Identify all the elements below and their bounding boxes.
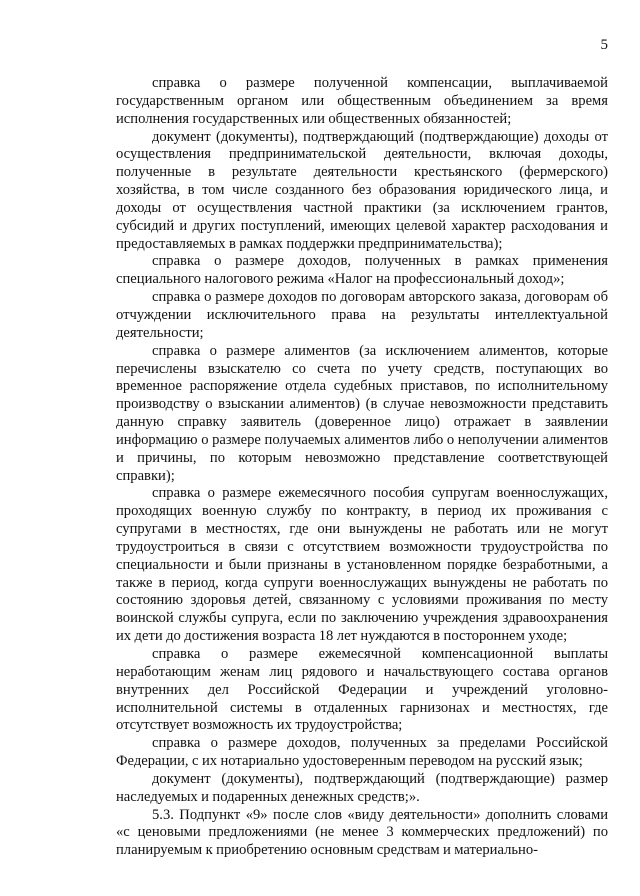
- document-body: [116, 75, 608, 860]
- paragraph-foreign-income: справка о размере доходов, полученных за пределами Российской Федерации, с их нотариально удостоверенным переводом на русский язык;: [116, 735, 608, 770]
- paragraph-alimony-certificate: справка о размере алиментов (за исключением алиментов, которые перечислены взыскателю со счета по учету средств, поступающих во временное распоряжение отдела судебных приставов, по исполнительному производству о взыскании алиментов) (в случае невозможности представить данную справку заявитель (доверенное лицо) отражает в заявлении информацию о размере получаемых алиментов либо о неполучении алиментов и причины, по которым невозможно представление соответствующей справки);: [116, 342, 608, 484]
- paragraph-professional-income-tax: справка о размере доходов, полученных в рамках применения специального налогового режима «Налог на профессиональный доход»;: [116, 253, 608, 288]
- paragraph-subclause-5-3: 5.3. Подпункт «9» после слов «виду деятельности» дополнить словами «с ценовыми предложениями (не менее 3 коммерческих предложений) по планируемым к приобретению основным средствам и материально-: [116, 806, 608, 859]
- paragraph-inherited-funds: документ (документы), подтверждающий (подтверждающие) размер наследуемых и подаренных денежных средств;».: [116, 770, 608, 805]
- paragraph-military-spouse-allowance: справка о размере ежемесячного пособия супругам военнослужащих, проходящих военную службу по контракту, в период их проживания с супругами в местностях, где они вынуждены не работать или не могут трудоустроиться в связи с отсутствием возможности трудоустройства по специальности и были признаны в установленном порядке безработными, а также в период, когда супруги военнослужащих вынуждены не работать по состоянию здоровья детей, связанному с условиями проживания по месту воинской службы супруга, если по заключению учреждения здравоохранения их дети до достижения возраста 18 лет нуждаются в постороннем уходе;: [116, 485, 608, 645]
- paragraph-business-income-documents: документ (документы), подтверждающий (подтверждающие) доходы от осуществления предпринимательской деятельности, включая доходы, полученные в результате деятельности крестьянского (фермерского) хозяйства, в том числе созданного без образования юридического лица, и доходы от осуществления частной практики (за исключением грантов, субсидий и других поступлений, имеющих целевой характер расходования и предоставляемых в рамках поддержки предпринимательства);: [116, 128, 608, 252]
- page-number: 5: [600, 37, 608, 53]
- paragraph-compensation-payment-wives: справка о размере ежемесячной компенсационной выплаты неработающим женам лиц рядового и начальствующего состава органов внутренних дел Российской Федерации и учреждений уголовно-исполнительной системы в отдаленных гарнизонах и местностях, где отсутствует возможность их трудоустройства;: [116, 646, 608, 734]
- paragraph-author-contracts: справка о размере доходов по договорам авторского заказа, договорам об отчуждении исключительного права на результаты интеллектуальной деятельности;: [116, 289, 608, 341]
- paragraph-compensation-certificate: справка о размере полученной компенсации, выплачиваемой государственным органом или общественным объединением за время исполнения государственных или общественных обязанностей;: [116, 75, 608, 127]
